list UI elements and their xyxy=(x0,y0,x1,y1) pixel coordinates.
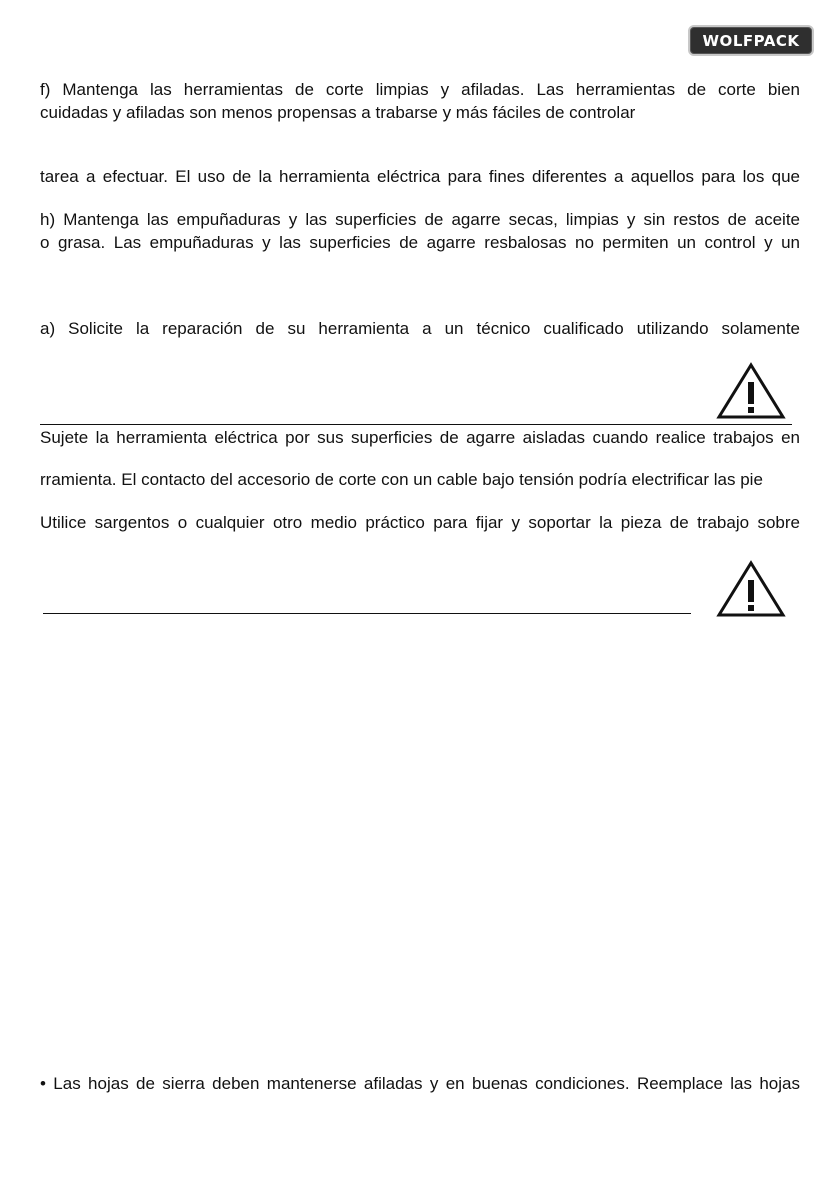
safety-line-2: rramienta. El contacto del accesorio de corte con un cable bajo tensión podría electrificar las pie xyxy=(40,470,763,489)
brand-logo xyxy=(688,25,814,56)
paragraph-a-line: a) Solicite la reparación de su herramienta a un técnico cualificado utilizando solamente xyxy=(40,319,800,338)
bullet-line: • Las hojas de sierra deben mantenerse afiladas y en buenas condiciones. Reemplace las hojas xyxy=(40,1074,800,1093)
safety-line-3: Utilice sargentos o cualquier otro medio práctico para fijar y soportar la pieza de trabajo sobre xyxy=(40,513,800,532)
section-divider xyxy=(40,424,792,425)
paragraph-f-line-1: f) Mantenga las herramientas de corte limpias y afiladas. Las herramientas de corte bien xyxy=(40,80,800,99)
safety-line-1: Sujete la herramienta eléctrica por sus superficies de agarre aisladas cuando realice trabajos en xyxy=(40,428,800,447)
section-divider xyxy=(43,613,691,614)
warning-triangle-icon xyxy=(716,560,786,618)
paragraph-h-line-2: o grasa. Las empuñaduras y las superficies de agarre resbalosas no permiten un control y un xyxy=(40,233,800,252)
paragraph-f-line-2: cuidadas y afiladas son menos propensas a trabarse y más fáciles de controlar xyxy=(40,103,636,122)
warning-triangle-icon xyxy=(716,362,786,420)
paragraph-h-line-1: h) Mantenga las empuñaduras y las superficies de agarre secas, limpias y sin restos de aceite xyxy=(40,210,800,229)
paragraph-g-fragment: tarea a efectuar. El uso de la herramienta eléctrica para fines diferentes a aquellos para los que xyxy=(40,167,800,186)
brand-name: WOLFPACK xyxy=(702,31,800,50)
